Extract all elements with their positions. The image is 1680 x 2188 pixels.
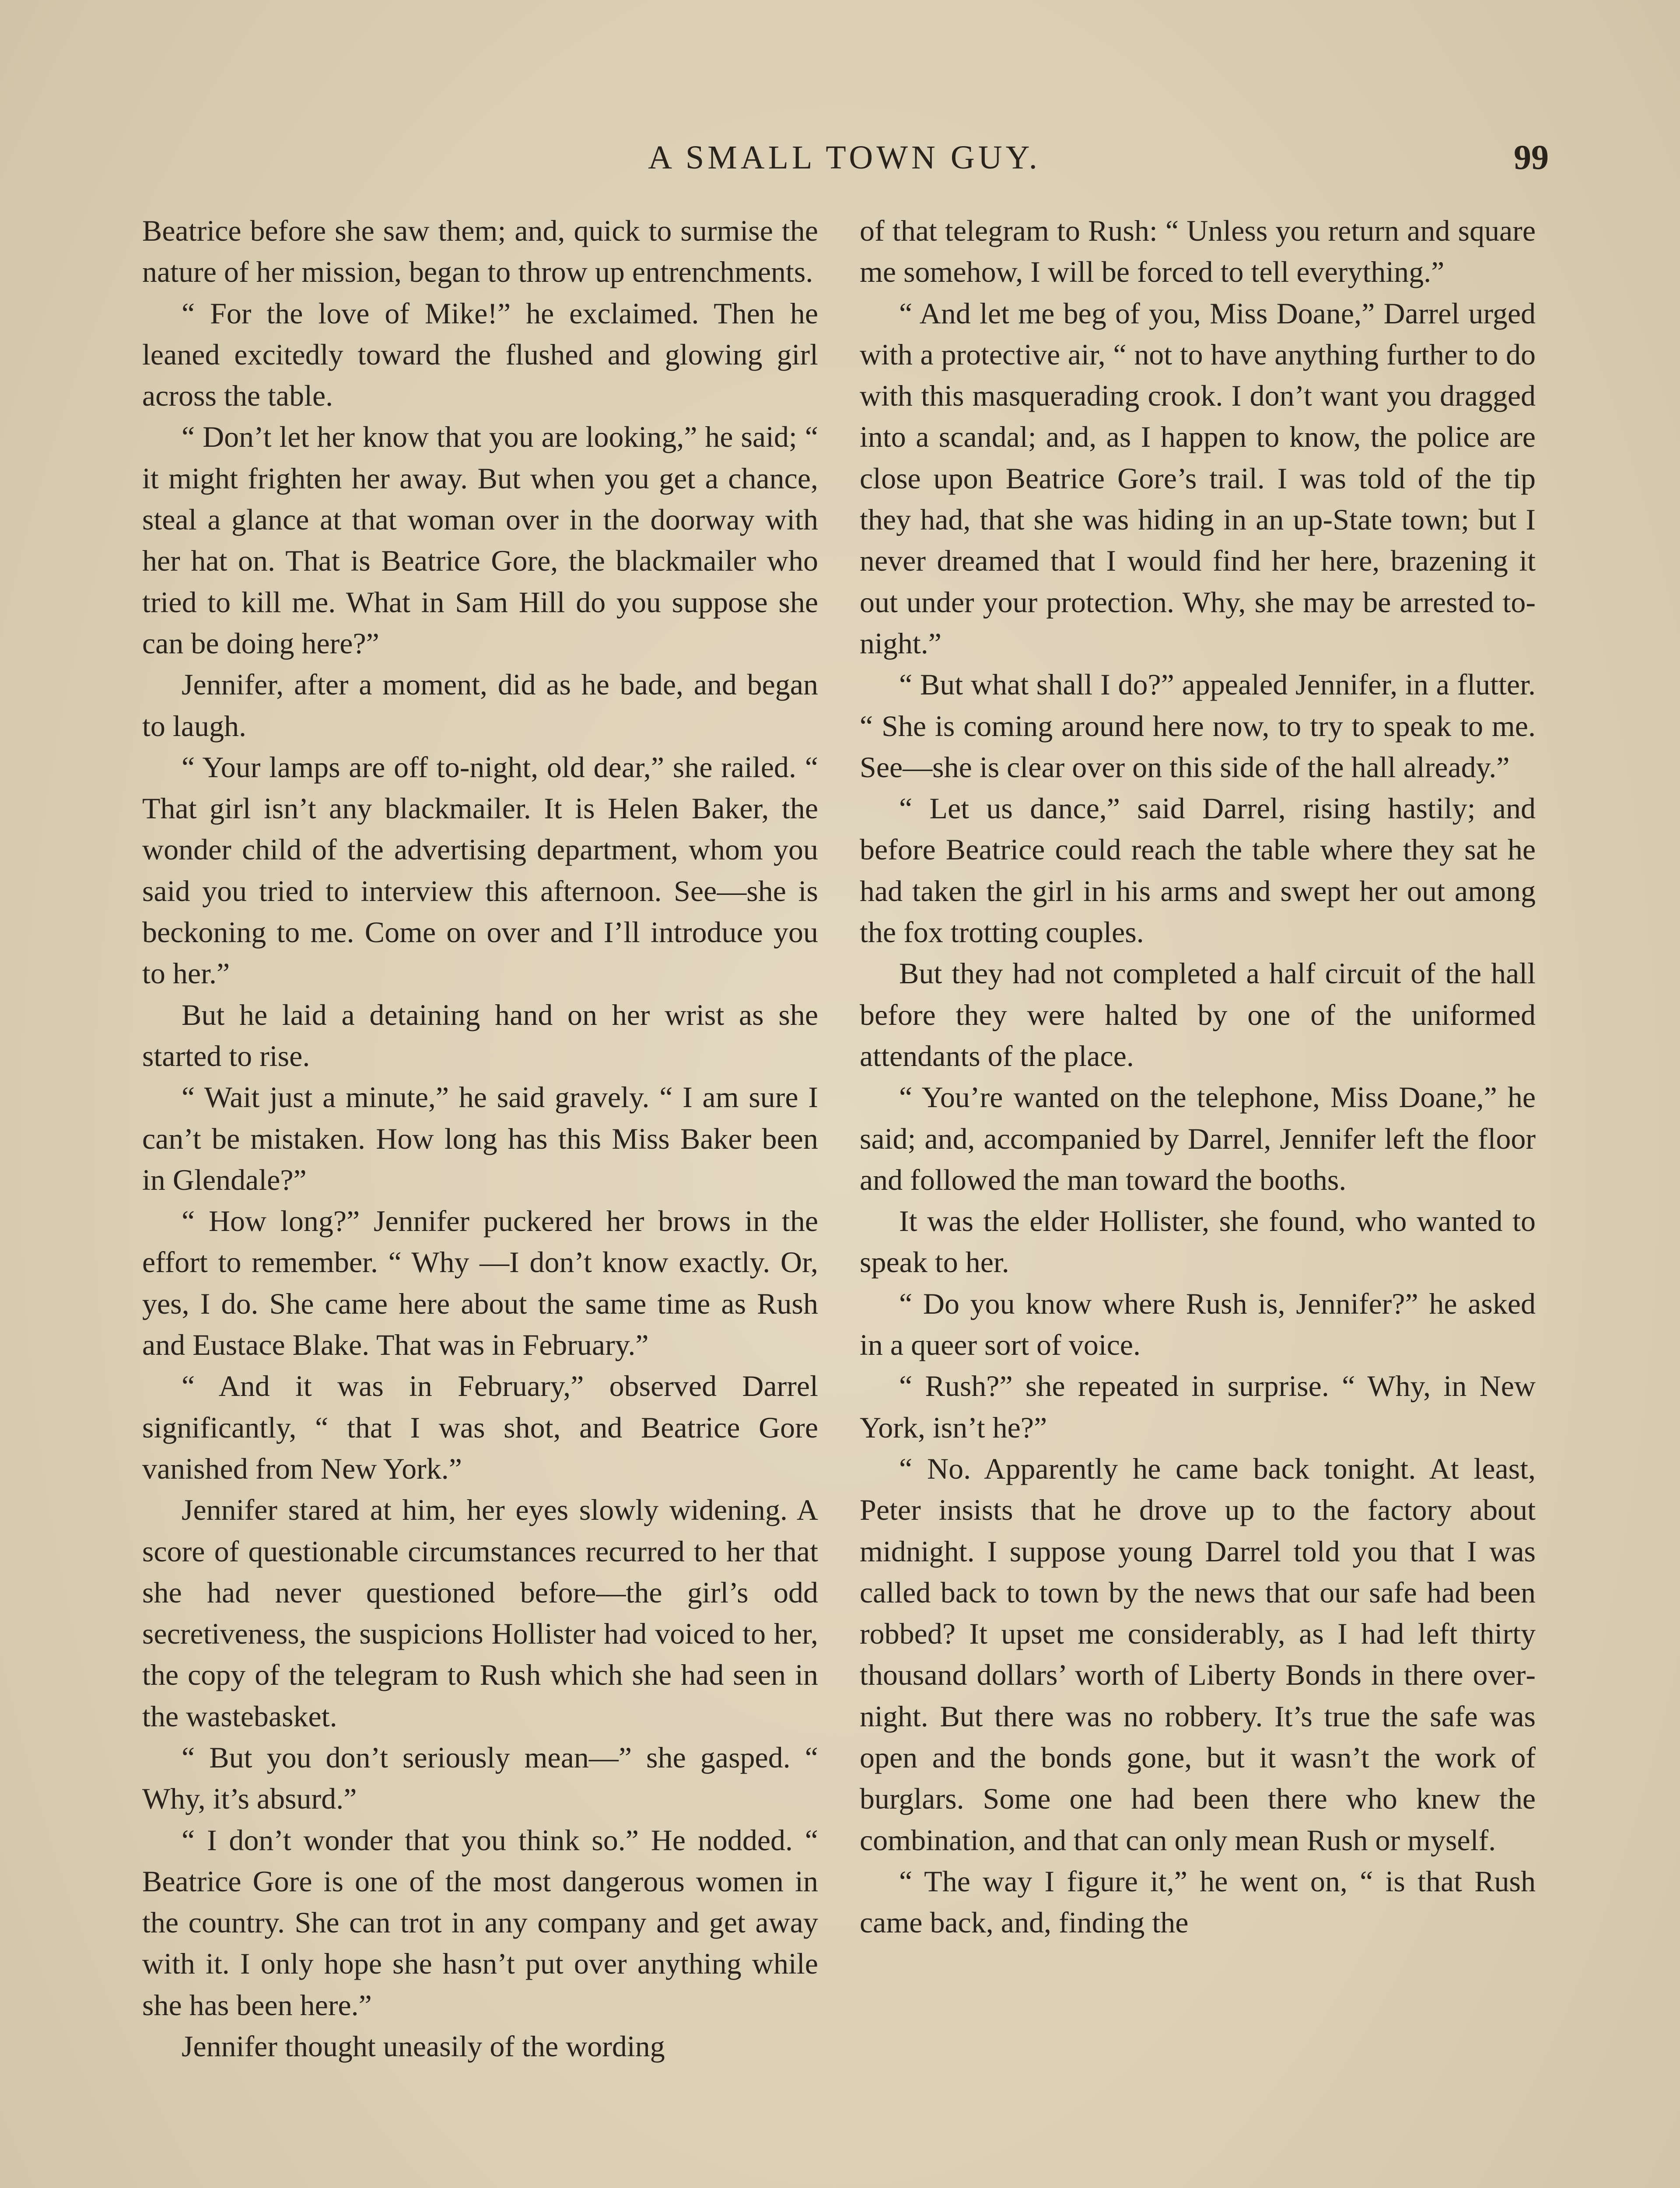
paragraph: “ How long?” Jennifer puckered her brows in the effort to remember. “ Why —I don’t know exactly. Or, yes, I do. She came here about the same time as Rush and Eustace Blake. That was in February.” (142, 1204, 818, 1362)
paragraph: “ No. Apparently he came back tonight. At least, Peter insists that he drove up to the factory about midnight. I suppose young Darrel told you that I was called back to town by the news that our safe had been robbed? It upset me considerably, as I had left thirty thousand dollars’ worth of Liberty Bonds in there overnight. But there was no robbery. It’s true the safe was open and the bonds gone, but it wasn’t the work of burglars. Some one had been there who knew the combination, and that can only mean Rush or myself. (860, 1452, 1536, 1857)
paragraph: “ Your lamps are off to-night, old dear,” she railed. “ That girl isn’t any blackmailer. It is Helen Baker, the wonder child of the advertising department, whom you said you tried to interview this afternoon. See—she is beckoning to me. Come on over and I’ll introduce you to her.” (142, 750, 818, 990)
paragraph: But he laid a detaining hand on her wrist as she started to rise. (142, 998, 818, 1073)
paragraph: “ Do you know where Rush is, Jennifer?” he asked in a queer sort of voice. (860, 1287, 1536, 1362)
paragraph: “ For the love of Mike!” he exclaimed. Then he leaned excitedly toward the flushed and glowing girl across the table. (142, 296, 818, 413)
right-column (860, 210, 1536, 2188)
paragraph: “ And let me beg of you, Miss Doane,” Darrel urged with a protective air, “ not to have anything further to do with this masquerading crook. I don’t want you dragged into a scandal; and, as I happen to know, the police are close upon Beatrice Gore’s trail. I was told of the tip they had, that she was hiding in an up-State town; but I never dreamed that I would find her here, brazening it out under your protection. Why, she may be arrested to-night.” (860, 296, 1536, 660)
left-column (142, 210, 818, 2188)
paragraph: “ The way I figure it,” he went on, “ is that Rush came back, and, finding the (860, 1864, 1536, 1939)
paragraph: of that telegram to Rush: “ Unless you return and square me somehow, I will be forced to tell everything.” (860, 214, 1536, 289)
page-number: 99 (1514, 138, 1549, 177)
paragraph: Jennifer stared at him, her eyes slowly widening. A score of questionable circumstances recurred to her that she had never questioned before—the girl’s odd secretiveness, the suspicions Hollister had voiced to her, the copy of the telegram to Rush which she had seen in the wastebasket. (142, 1493, 818, 1733)
paragraph: “ Let us dance,” said Darrel, rising hastily; and before Beatrice could reach the table where they sat he had taken the girl in his arms and swept her out among the fox trotting couples. (860, 792, 1536, 949)
paragraph: “ But you don’t seriously mean—” she gasped. “ Why, it’s absurd.” (142, 1740, 818, 1816)
page-header (140, 131, 1549, 184)
paragraph: “ And it was in February,” observed Darrel significantly, “ that I was shot, and Beatrice Gore vanished from New York.” (142, 1369, 818, 1485)
running-title: A SMALL TOWN GUY. (648, 139, 1041, 176)
paragraph: Beatrice before she saw them; and, quick to surmise the nature of her mission, began to throw up entrenchments. (142, 214, 818, 289)
paragraph: “ Don’t let her know that you are looking,” he said; “ it might frighten her away. But when you get a chance, steal a glance at that woman over in the doorway with her hat on. That is Beatrice Gore, the blackmailer who tried to kill me. What in Sam Hill do you suppose she can be doing here?” (142, 420, 818, 660)
paragraph: But they had not completed a half circuit of the hall before they were halted by one of the uniformed attendants of the place. (860, 957, 1536, 1073)
paragraph: Jennifer thought uneasily of the wording (182, 2030, 665, 2063)
paragraph: “ You’re wanted on the telephone, Miss Doane,” he said; and, accompanied by Darrel, Jennifer left the floor and followed the man toward the booths. (860, 1080, 1536, 1196)
paragraph: “ Wait just a minute,” he said gravely. “ I am sure I can’t be mistaken. How long has this Miss Baker been in Glendale?” (142, 1080, 818, 1196)
paragraph: “ I don’t wonder that you think so.” He nodded. “ Beatrice Gore is one of the most dangerous women in the country. She can trot in any company and get away with it. I only hope she hasn’t put over anything while she has been here.” (142, 1823, 818, 2022)
paragraph: Jennifer, after a moment, did as he bade, and began to laugh. (142, 668, 818, 743)
paragraph: It was the elder Hollister, she found, who wanted to speak to her. (860, 1204, 1536, 1279)
paragraph: “ Rush?” she repeated in surprise. “ Why, in New York, isn’t he?” (860, 1369, 1536, 1444)
paragraph: “ But what shall I do?” appealed Jennifer, in a flutter. “ She is coming around here now, to try to speak to me. See—she is clear over on this side of the hall already.” (860, 668, 1536, 784)
